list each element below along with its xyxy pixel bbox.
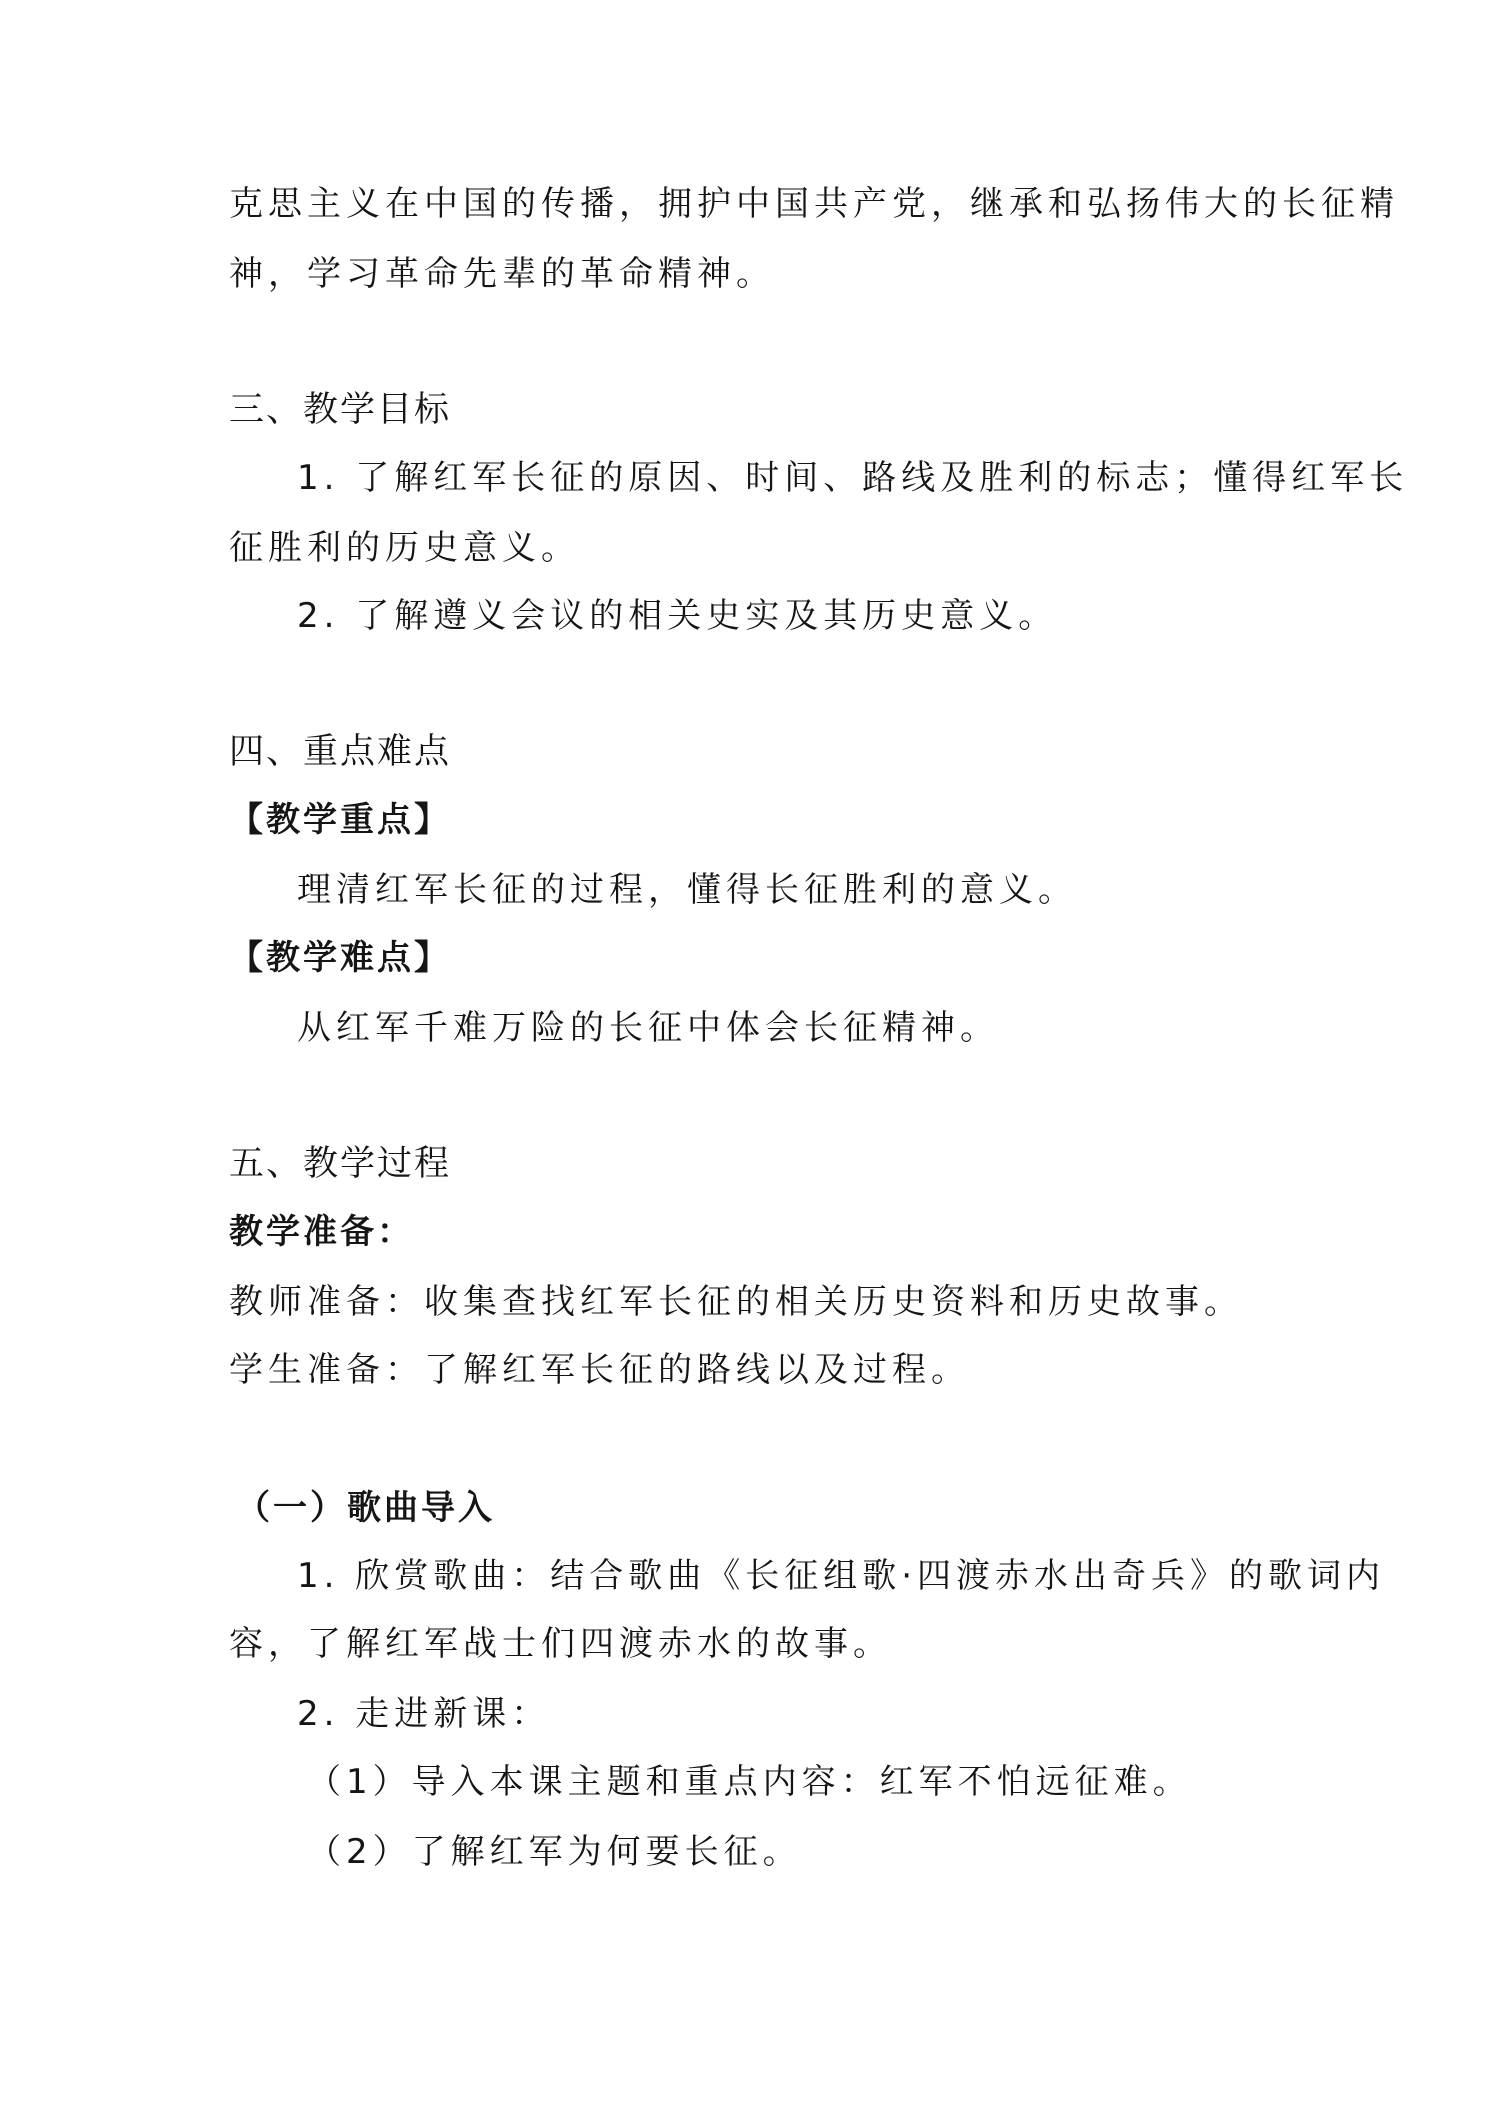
step-1-line-2: 容，了解红军战士们四渡赤水的故事。: [229, 1624, 892, 1664]
section-5-heading: 五、教学过程: [229, 1144, 452, 1184]
objective-1-line-2: 征胜利的历史意义。: [229, 528, 580, 568]
difficulty-text: 从红军千难万险的长征中体会长征精神。: [297, 1008, 999, 1048]
key-points-label: 【教学重点】: [229, 800, 451, 840]
section-4-heading: 四、重点难点: [229, 732, 452, 772]
objective-2: 2. 了解遵义会议的相关史实及其历史意义。: [297, 596, 1058, 636]
objective-1-line-1: 1. 了解红军长征的原因、时间、路线及胜利的标志；懂得红军长: [297, 458, 1409, 498]
part-1-heading: （一）歌曲导入: [236, 1488, 495, 1528]
student-preparation: 学生准备：了解红军长征的路线以及过程。: [229, 1350, 970, 1390]
teacher-preparation: 教师准备：收集查找红军长征的相关历史资料和历史故事。: [229, 1282, 1243, 1322]
step-2: 2. 走进新课：: [297, 1694, 551, 1734]
difficulty-label: 【教学难点】: [229, 938, 451, 978]
preparation-label: 教学准备：: [229, 1212, 414, 1252]
key-points-text: 理清红军长征的过程，懂得长征胜利的意义。: [297, 870, 1077, 910]
step-1-line-1: 1. 欣赏歌曲：结合歌曲《长征组歌·四渡赤水出奇兵》的歌词内: [297, 1556, 1386, 1596]
step-2-sub-1: （1）导入本课主题和重点内容：红军不怕远征难。: [307, 1762, 1192, 1802]
intro-line-2: 神，学习革命先辈的革命精神。: [229, 254, 775, 294]
section-3-heading: 三、教学目标: [229, 390, 452, 430]
intro-line-1: 克思主义在中国的传播，拥护中国共产党，继承和弘扬伟大的长征精: [229, 184, 1399, 224]
step-2-sub-2: （2）了解红军为何要长征。: [307, 1832, 802, 1872]
